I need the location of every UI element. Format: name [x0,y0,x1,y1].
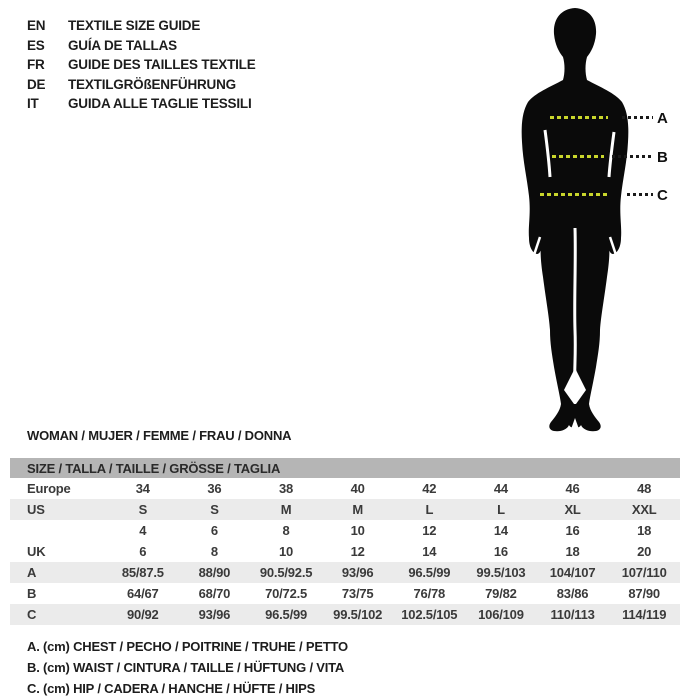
lang-code: FR [27,57,45,72]
size-cell: XXL [631,502,657,517]
size-cell: 8 [210,544,218,559]
size-cell: 10 [279,544,294,559]
size-cell: 4 [139,523,147,538]
table-row [10,583,680,604]
chest-dash-line-black [622,116,653,119]
lang-row-fr [27,55,256,75]
size-cell: 64/67 [127,586,159,601]
size-cell: 73/75 [341,586,374,601]
size-cell: 8 [282,523,290,538]
size-table [10,458,680,625]
size-cell: 44 [493,481,508,496]
table-row [10,520,680,541]
size-cell: 99.5/102 [333,607,383,622]
size-cell: 48 [637,481,652,496]
measure-label-c: C [657,187,668,204]
lang-title: GUÍA DE TALLAS [68,37,177,53]
row-label: C [27,607,37,622]
size-cell: 93/96 [341,565,374,580]
hip-dash-line-yellow [540,193,610,196]
size-cell: 6 [210,523,218,538]
size-cell: 90.5/92.5 [259,565,313,580]
legs-gap [575,228,576,382]
table-row [10,604,680,625]
size-cell: 96.5/99 [408,565,451,580]
size-cell: 34 [135,481,150,496]
size-cell: 20 [637,544,652,559]
lang-code: ES [27,37,45,53]
size-cell: 18 [637,523,652,538]
table-row [10,541,680,562]
size-cell: 88/90 [198,565,231,580]
lang-row-en [27,16,256,36]
size-cell: S [210,502,219,517]
size-cell: 6 [139,544,147,559]
size-cell: 90/92 [127,607,159,622]
measure-label-a: A [657,110,668,127]
size-cell: 40 [350,481,365,496]
table-row [10,478,680,499]
size-cell: 96.5/99 [265,607,308,622]
legend-line-chest: A. (cm) CHEST / PECHO / POITRINE / TRUHE / PETTO [27,639,348,654]
size-cell: L [425,502,434,517]
size-cell: 16 [493,544,508,559]
lang-row-de [27,75,256,95]
measure-label-b: B [657,149,668,166]
table-row [10,499,680,520]
size-cell: 79/82 [485,586,517,601]
size-cell: 76/78 [413,586,446,601]
size-cell: 102.5/105 [401,607,458,622]
size-cell: 10 [350,523,365,538]
size-table-header: SIZE / TALLA / TAILLE / GRÖSSE / TAGLIA [10,458,680,478]
size-cell: 83/86 [556,586,589,601]
size-cell: 36 [207,481,222,496]
size-cell: 46 [565,481,580,496]
measurement-legend [27,636,348,699]
size-cell: 12 [350,544,365,559]
woman-silhouette-figure [450,0,700,440]
size-cell: 110/113 [550,607,595,622]
lang-code: DE [27,76,46,92]
chest-dash-line-yellow [550,116,608,119]
size-cell: 68/70 [198,586,231,601]
lang-code: IT [27,96,39,111]
size-cell: 14 [493,523,508,538]
language-title-block [27,16,256,114]
row-label: B [27,586,37,601]
size-cell: S [138,502,148,517]
hip-dash-line-black [627,193,653,196]
row-label: UK [27,544,46,559]
waist-dash-line-yellow [552,155,604,158]
lang-row-it [27,94,256,114]
waist-dash-line-black [612,155,653,158]
size-cell: 107/110 [621,565,667,580]
lang-title: GUIDE DES TAILLES TEXTILE [68,57,256,72]
size-cell: 14 [422,544,437,559]
size-cell: XL [564,502,581,517]
lang-title: GUIDA ALLE TAGLIE TESSILI [68,96,252,111]
legend-line-hip: C. (cm) HIP / CADERA / HANCHE / HÜFTE / HIPS [27,681,316,696]
row-label: A [27,565,37,580]
size-cell: 38 [279,481,294,496]
size-cell: 99.5/103 [476,565,526,580]
lang-title: TEXTILGRÖßENFÜHRUNG [68,76,236,92]
size-cell: 42 [422,481,437,496]
size-cell: 18 [565,544,580,559]
size-cell: 93/96 [198,607,231,622]
row-label: US [27,502,45,517]
row-label: Europe [27,481,71,496]
size-cell: L [497,502,505,517]
lang-row-es [27,36,256,56]
legend-line-waist: B. (cm) WAIST / CINTURA / TAILLE / HÜFTUNG / VITA [27,660,345,675]
section-title: WOMAN / MUJER / FEMME / FRAU / DONNA [27,428,292,443]
table-row [10,562,680,583]
size-cell: 87/90 [628,586,660,601]
size-cell: 104/107 [549,565,596,580]
size-cell: 70/72.5 [265,586,308,601]
size-cell: 106/109 [478,607,524,622]
size-cell: 85/87.5 [121,565,164,580]
size-table-body [10,478,680,625]
size-cell: M [352,502,363,517]
size-cell: 114/119 [622,607,667,622]
lang-code: EN [27,18,46,33]
lang-title: TEXTILE SIZE GUIDE [68,18,201,33]
size-cell: 16 [565,523,580,538]
size-cell: 12 [422,523,437,538]
size-cell: M [280,502,292,517]
